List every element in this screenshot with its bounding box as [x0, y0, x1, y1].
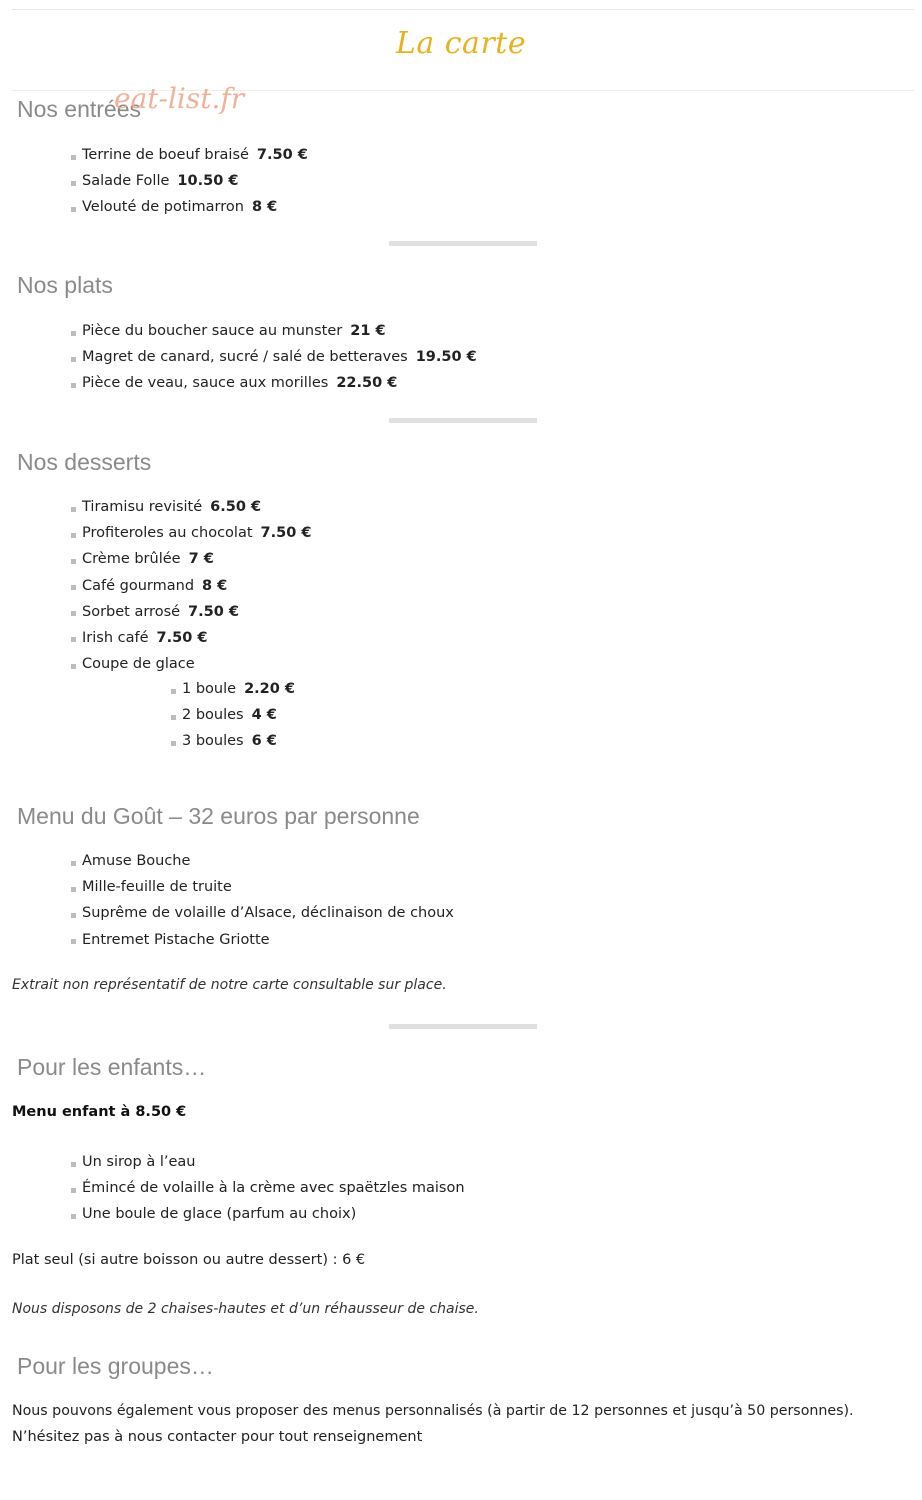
section-divider [389, 241, 537, 246]
bullet-icon [71, 507, 76, 512]
section-title-entrees: Nos entrées [17, 96, 142, 122]
bullet-icon [71, 1214, 76, 1219]
section-divider [389, 418, 537, 423]
list-item: Émincé de volaille à la crème avec spaëtzles maison [71, 1175, 465, 1201]
bullet-icon [71, 181, 76, 186]
plats-list [71, 318, 477, 397]
bullet-icon [71, 913, 76, 918]
list-item: Velouté de potimarron 8 € [71, 194, 308, 220]
bullet-icon [71, 861, 76, 866]
bullet-icon [71, 559, 76, 564]
groupes-text-line1: Nous pouvons également vous proposer des menus personnalisés (à partir de 12 personnes et jusqu’à 50 personnes). [12, 1403, 854, 1419]
groupes-text-line2: N’hésitez pas à nous contacter pour tout renseignement [12, 1429, 423, 1445]
list-item: Pièce de veau, sauce aux morilles 22.50 € [71, 370, 477, 396]
section-title-enfants: Pour les enfants… [17, 1054, 207, 1080]
bullet-icon [71, 611, 76, 616]
list-item: Crème brûlée 7 € [71, 546, 311, 572]
section-divider [389, 1024, 537, 1029]
bullet-icon [71, 887, 76, 892]
list-item: Terrine de boeuf braisé 7.50 € [71, 142, 308, 168]
enfants-list [71, 1149, 465, 1228]
list-item: Suprême de volaille d’Alsace, déclinaison de choux [71, 900, 454, 926]
section-title-menu-gout: Menu du Goût – 32 euros par personne [17, 803, 420, 829]
bullet-icon [171, 741, 176, 746]
bullet-icon [71, 1162, 76, 1167]
list-item: Une boule de glace (parfum au choix) [71, 1201, 465, 1227]
list-item: Amuse Bouche [71, 848, 454, 874]
watermark: eat-list.fr [114, 82, 245, 115]
entrees-list [71, 142, 308, 221]
bullet-icon [71, 585, 76, 590]
list-item: Un sirop à l’eau [71, 1149, 465, 1175]
bullet-icon [171, 689, 176, 694]
list-item: Entremet Pistache Griotte [71, 927, 454, 953]
list-item: Profiteroles au chocolat 7.50 € [71, 520, 311, 546]
list-item: Magret de canard, sucré / salé de betteraves 19.50 € [71, 344, 477, 370]
bullet-icon [71, 383, 76, 388]
list-item: Tiramisu revisité 6.50 € [71, 494, 311, 520]
list-item: Mille-feuille de truite [71, 874, 454, 900]
plat-seul-text: Plat seul (si autre boisson ou autre dessert) : 6 € [12, 1252, 366, 1268]
list-item: Coupe de glace [71, 651, 311, 677]
bullet-icon [71, 1188, 76, 1193]
bullet-icon [71, 637, 76, 642]
list-item: Sorbet arrosé 7.50 € [71, 599, 311, 625]
list-item: Pièce du boucher sauce au munster 21 € [71, 318, 477, 344]
bullet-icon [71, 357, 76, 362]
bullet-icon [71, 331, 76, 336]
top-rule [12, 9, 914, 10]
glace-sub-list [171, 676, 295, 755]
section-title-desserts: Nos desserts [17, 449, 152, 475]
list-item: 1 boule 2.20 € [171, 676, 295, 702]
desserts-list [71, 494, 311, 677]
menu-enfant-label: Menu enfant à 8.50 € [12, 1104, 187, 1120]
section-title-plats: Nos plats [17, 272, 113, 298]
list-item: Irish café 7.50 € [71, 625, 311, 651]
list-item: Salade Folle 10.50 € [71, 168, 308, 194]
list-item: Café gourmand 8 € [71, 573, 311, 599]
section-title-groupes: Pour les groupes… [17, 1353, 214, 1379]
enfants-note: Nous disposons de 2 chaises-hautes et d’un réhausseur de chaise. [12, 1301, 479, 1317]
bullet-icon [71, 533, 76, 538]
list-item: 3 boules 6 € [171, 728, 295, 754]
bullet-icon [171, 715, 176, 720]
page-title: La carte [395, 26, 527, 61]
menu-gout-note: Extrait non représentatif de notre carte consultable sur place. [12, 977, 447, 993]
bullet-icon [71, 207, 76, 212]
list-item: 2 boules 4 € [171, 702, 295, 728]
bullet-icon [71, 664, 76, 669]
bullet-icon [71, 939, 76, 944]
bullet-icon [71, 155, 76, 160]
menu-gout-list [71, 848, 454, 953]
